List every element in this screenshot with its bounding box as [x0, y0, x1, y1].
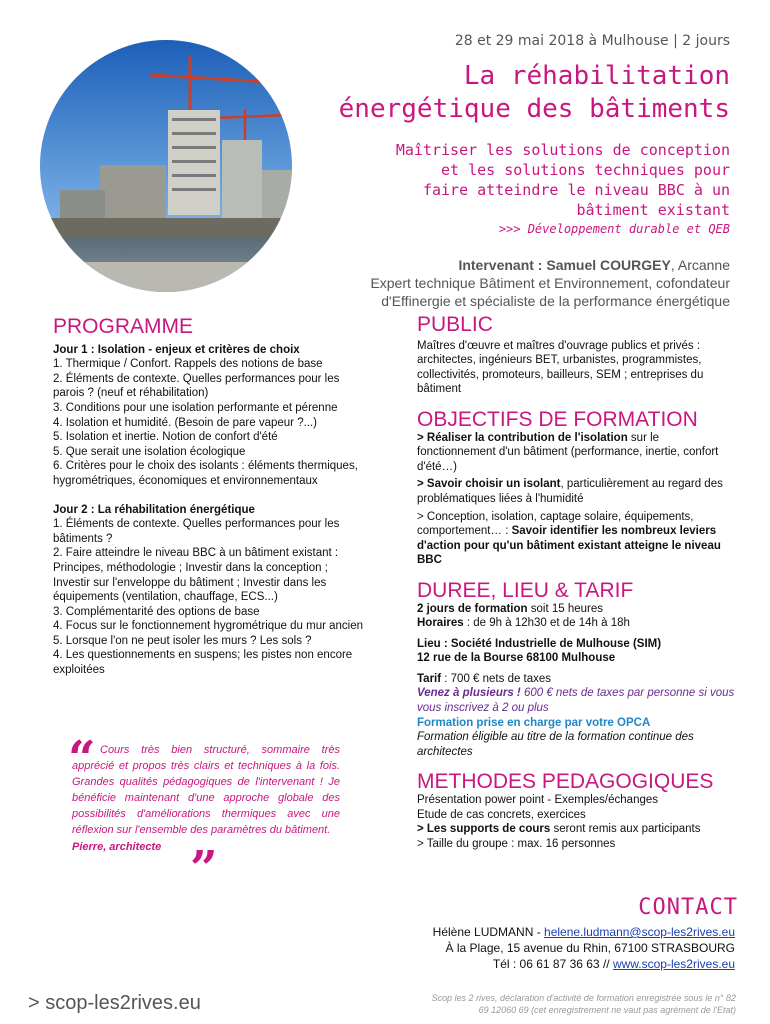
opca-line: Formation prise en charge par votre OPCA — [417, 716, 651, 729]
tarif-text: : 700 € nets de taxes — [441, 672, 552, 685]
speaker-block — [370, 256, 730, 310]
objective-text: > Conception, isolation, captage solaire, équipements, comportement… : — [417, 510, 694, 538]
footer-legal: Scop les 2 rives, déclaration d'activité de formation enregistrée sous le n° 82 69 12060 69 (cet enregistrement ne vaut pas agrément de l'Etat) — [431, 993, 736, 1015]
objective-bold: Savoir identifier les nombreux leviers d'action pour qu'un bâtiment existant atteigne le niveau BBC — [417, 525, 721, 567]
programme-item: 4. Focus sur le fonctionnement hygrométrique du mur ancien — [53, 620, 364, 633]
method-bold: > Les supports de cours — [417, 823, 551, 836]
programme-item: 5. Que serait une isolation écologique — [53, 445, 246, 458]
schedule-bold: Horaires — [417, 617, 464, 630]
duration-text: soit 15 heures — [527, 602, 603, 615]
objectifs-heading: OBJECTIFS DE FORMATION — [417, 407, 698, 431]
duree-heading: DUREE, LIEU & TARIF — [417, 578, 634, 602]
programme-item: 3. Complémentarité des options de base — [53, 605, 260, 618]
contact-address: À la Plage, 15 avenue du Rhin, 67100 STRASBOURG — [445, 941, 735, 955]
methodes-heading: METHODES PEDAGOGIQUES — [417, 770, 714, 794]
subtitle — [396, 140, 730, 220]
speaker-desc: Expert technique Bâtiment et Environnement, cofondateur — [370, 275, 730, 291]
day1-title: Jour 1 : Isolation - enjeux et critères de choix — [53, 343, 300, 356]
public-text: Maîtres d'œuvre et maîtres d'ouvrage publics et privés : architectes, ingénieurs BET, urbanistes, programmistes, collectivités, promoteurs, bailleurs, SEM ; entreprises du bâtiment — [417, 339, 704, 396]
programme-item: 1. Éléments de contexte. Quelles performances pour les bâtiments ? — [53, 518, 340, 545]
speaker-label: Intervenant : Samuel COURGEY — [458, 257, 671, 273]
method-line: Présentation power point - Exemples/échanges — [417, 794, 659, 807]
right-column — [417, 313, 737, 851]
programme-item: 5. Isolation et inertie. Notion de confort d'été — [53, 431, 278, 444]
venue-address: 12 rue de la Bourse 68100 Mulhouse — [417, 652, 616, 665]
speaker-desc: d'Effinergie et spécialiste de la performance énergétique — [381, 293, 730, 309]
close-quote-icon: ” — [190, 841, 218, 897]
venue-line: Lieu : Société Industrielle de Mulhouse (SIM) — [417, 637, 662, 650]
testimonial-author: Pierre, architecte — [72, 840, 162, 853]
contact-heading: CONTACT — [638, 895, 738, 920]
programme-item: 3. Conditions pour une isolation performante et pérenne — [53, 401, 338, 414]
eligible-line: Formation éligible au titre de la formation continue des architectes — [417, 731, 694, 758]
duration-bold: 2 jours de formation — [417, 602, 528, 615]
programme-item: 6. Critères pour le choix des isolants : éléments thermiques, hygrométriques, économiques et environnementaux — [53, 460, 358, 487]
promo-bold: Venez à plusieurs ! — [417, 687, 521, 700]
theme-tag: >>> Développement durable et QEB — [498, 222, 730, 236]
footer-site: > scop-les2rives.eu — [28, 992, 201, 1014]
programme-item: 2. Faire atteindre le niveau BBC à un bâtiment existant : Principes, méthodologie ; Investir dans la conception ; Investir sur l'enveloppe du bâtiment ; Investir dans les équipements (ventilation, chauffage, ECS...) — [53, 547, 339, 604]
day2-list — [53, 517, 365, 678]
testimonial — [72, 742, 340, 855]
testimonial-text: Cours très bien structuré, sommaire très apprécié et propos très clairs et techniques à la fois. Grandes qualités pédagogiques de l'intervenant ! Je bénéficie maintenant d'une approche globale des possibilités d'améliorations thermiques avec une réflexion sur l'ensemble des paramètres du bâtiment. — [72, 744, 340, 837]
page-title — [339, 60, 730, 126]
public-heading: PUBLIC — [417, 313, 493, 336]
open-quote-icon: “ — [68, 731, 96, 787]
method-line: > Taille du groupe : max. 16 personnes — [417, 837, 616, 850]
website-link[interactable]: www.scop-les2rives.eu — [612, 957, 735, 971]
promo-text: 600 € nets de taxes par personne si vous vous inscrivez à 2 ou plus — [417, 687, 735, 715]
schedule-text: : de 9h à 12h30 et de 14h à 18h — [463, 617, 630, 630]
title-line: énergétique des bâtiments — [338, 94, 730, 124]
subtitle-line: faire atteindre le niveau BBC à un — [422, 181, 730, 199]
subtitle-line: bâtiment existant — [576, 201, 730, 219]
speaker-org: , Arcanne — [670, 257, 730, 273]
objective-text: , particulièrement au regard des problématiques liées à l'humidité — [417, 478, 723, 505]
programme-item: 4. Isolation et humidité. (Besoin de pare vapeur ?...) — [53, 416, 318, 429]
tarif-bold: Tarif — [417, 672, 442, 685]
programme-section — [53, 315, 365, 678]
programme-item: 4. Les questionnements en suspens; les pistes non encore exploitées — [53, 649, 353, 677]
email-link[interactable]: helene.ludmann@scop-les2rives.eu — [544, 925, 735, 939]
method-line: Etude de cas concrets, exercices — [417, 808, 586, 821]
day1-list — [53, 357, 365, 488]
objective-text: sur le fonctionnement d'un bâtiment (performance, inertie, confort d'été…) — [417, 431, 719, 473]
objective-bold: > Savoir choisir un isolant — [417, 478, 561, 491]
subtitle-line: et les solutions techniques pour — [441, 161, 730, 179]
programme-item: 5. Lorsque l'on ne peut isoler les murs ? Les sols ? — [53, 634, 312, 647]
event-date: 28 et 29 mai 2018 à Mulhouse | 2 jours — [454, 33, 730, 49]
contact-block — [433, 924, 735, 972]
objective-bold: > Réaliser la contribution de l'isolation — [417, 431, 628, 444]
programme-item: 2. Éléments de contexte. Quelles performances pour les parois ? (neuf et réhabilitation) — [53, 372, 340, 400]
subtitle-line: Maîtriser les solutions de conception — [395, 141, 730, 159]
method-text: seront remis aux participants — [550, 823, 701, 836]
title-line: La réhabilitation — [463, 61, 730, 91]
building-photo — [40, 40, 292, 292]
contact-name: Hélène LUDMANN - — [432, 925, 545, 939]
day2-title: Jour 2 : La réhabilitation énergétique — [53, 503, 255, 516]
programme-item: 1. Thermique / Confort. Rappels des notions de base — [53, 358, 323, 371]
programme-heading: PROGRAMME — [53, 315, 194, 338]
contact-phone: Tél : 06 61 87 36 63 // — [492, 957, 613, 971]
